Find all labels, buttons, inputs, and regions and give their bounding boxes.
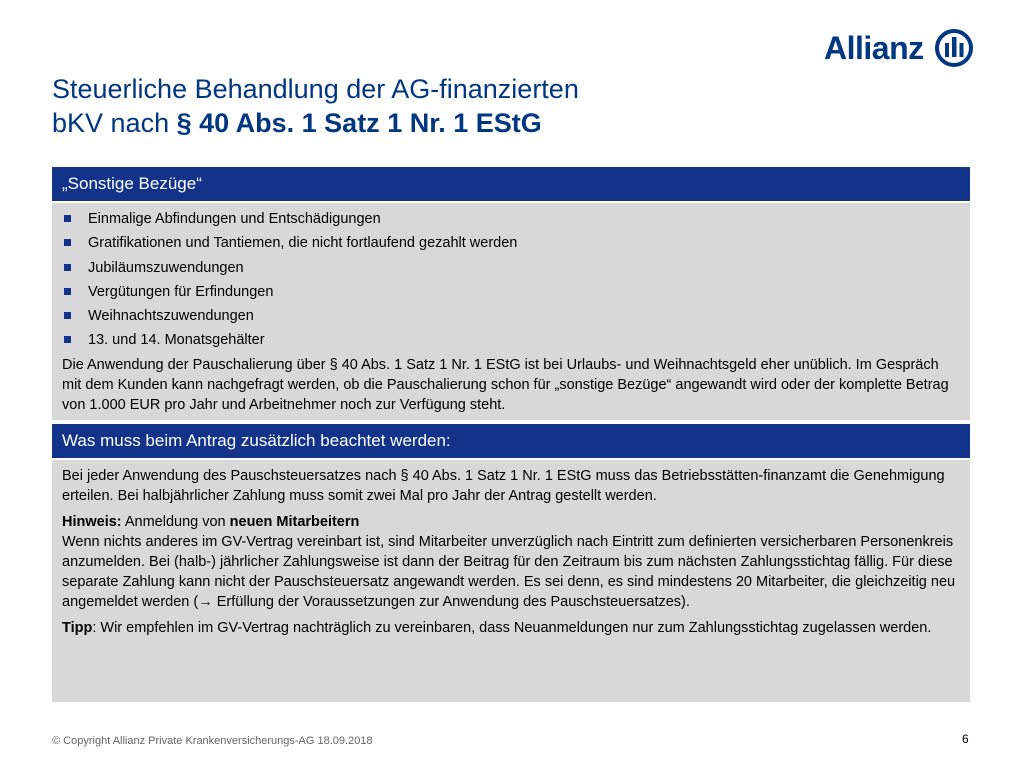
list-item: Jubiläumszuwendungen [62,258,958,278]
logo-wordmark: Allianz [824,30,924,66]
arrow-icon: → [198,594,213,610]
hint-body-text-end: Erfüllung der Voraussetzungen zur Anwendung des Pauschsteuersatzes). [212,594,690,610]
section-body-sonstige-bezuege [52,203,970,420]
tip-text: : Wir empfehlen im GV-Vertrag nachträglich zu vereinbaren, dass Neuanmeldungen nur zum Zahlungsstichtag zugelassen werden. [92,620,932,636]
hint-paragraph [62,512,958,612]
hint-body-text: Wenn nichts anderes im GV-Vertrag vereinbart ist, sind Mitarbeiter unverzüglich nach Eintritt zum definierten versicherbaren Personenkreis anzumelden. Bei (halb-) jährlicher Zahlungsweise ist dann der Beitrag für den Zeitraum bis zum nächsten Zahlungsstichtag fällig. Für diese separate Zahlung kann nicht der Pauschsteuersatz angewandt werden. Es sei denn, es sind mindestens 20 Mitarbeiter, die gleichzeitig neu angemeldet werden ( [62,534,956,610]
section-header-sonstige-bezuege: „Sonstige Bezüge“ [52,167,970,201]
section-header-antrag: Was muss beim Antrag zusätzlich beachtet werden: [52,424,970,458]
allianz-logo [824,28,974,68]
page-number: 6 [962,732,969,746]
hint-bold-text: neuen Mitarbeitern [229,514,360,530]
title-prefix: bKV nach [52,108,177,138]
bullet-list [62,209,958,350]
genehmigung-paragraph: Bei jeder Anwendung des Pauschsteuersatzes nach § 40 Abs. 1 Satz 1 Nr. 1 EStG muss das Betriebsstätten-finanzamt die Genehmigung erteilen. Bei halbjährlicher Zahlung muss somit zwei Mal pro Jahr der Antrag gestellt werden. [62,468,945,504]
hint-mid-text: Anmeldung von [121,514,230,530]
list-item: Gratifikationen und Tantiemen, die nicht fortlaufend gezahlt werden [62,233,958,253]
title-law-reference: § 40 Abs. 1 Satz 1 Nr. 1 EStG [176,108,542,138]
title-line-1: Steuerliche Behandlung der AG-finanzierten [52,74,579,104]
pauschalierung-note: Die Anwendung der Pauschalierung über § 40 Abs. 1 Satz 1 Nr. 1 EStG ist bei Urlaubs- und Weihnachtsgeld eher unüblich. Im Gespräch mit dem Kunden kann nachgefragt werden, ob die Pauschalierung schon für „sonstige Bezüge“ angewandt wird oder der komplette Betrag von 1.000 EUR pro Jahr und Arbeitnehmer noch zur Verfügung steht. [62,356,949,413]
list-item: Einmalige Abfindungen und Entschädigungen [62,209,958,229]
tip-paragraph [62,618,958,638]
copyright-footer: © Copyright Allianz Private Krankenversicherungs-AG 18.09.2018 [52,735,373,747]
allianz-eagle-icon [934,28,974,68]
list-item: Weihnachtszuwendungen [62,306,958,326]
list-item: Vergütungen für Erfindungen [62,282,958,302]
title-line-2 [52,106,812,140]
hint-label: Hinweis: [62,514,122,530]
list-item: 13. und 14. Monatsgehälter [62,330,958,350]
tip-label: Tipp [62,620,93,636]
section-body-antrag [52,460,970,702]
page-title [52,72,812,140]
